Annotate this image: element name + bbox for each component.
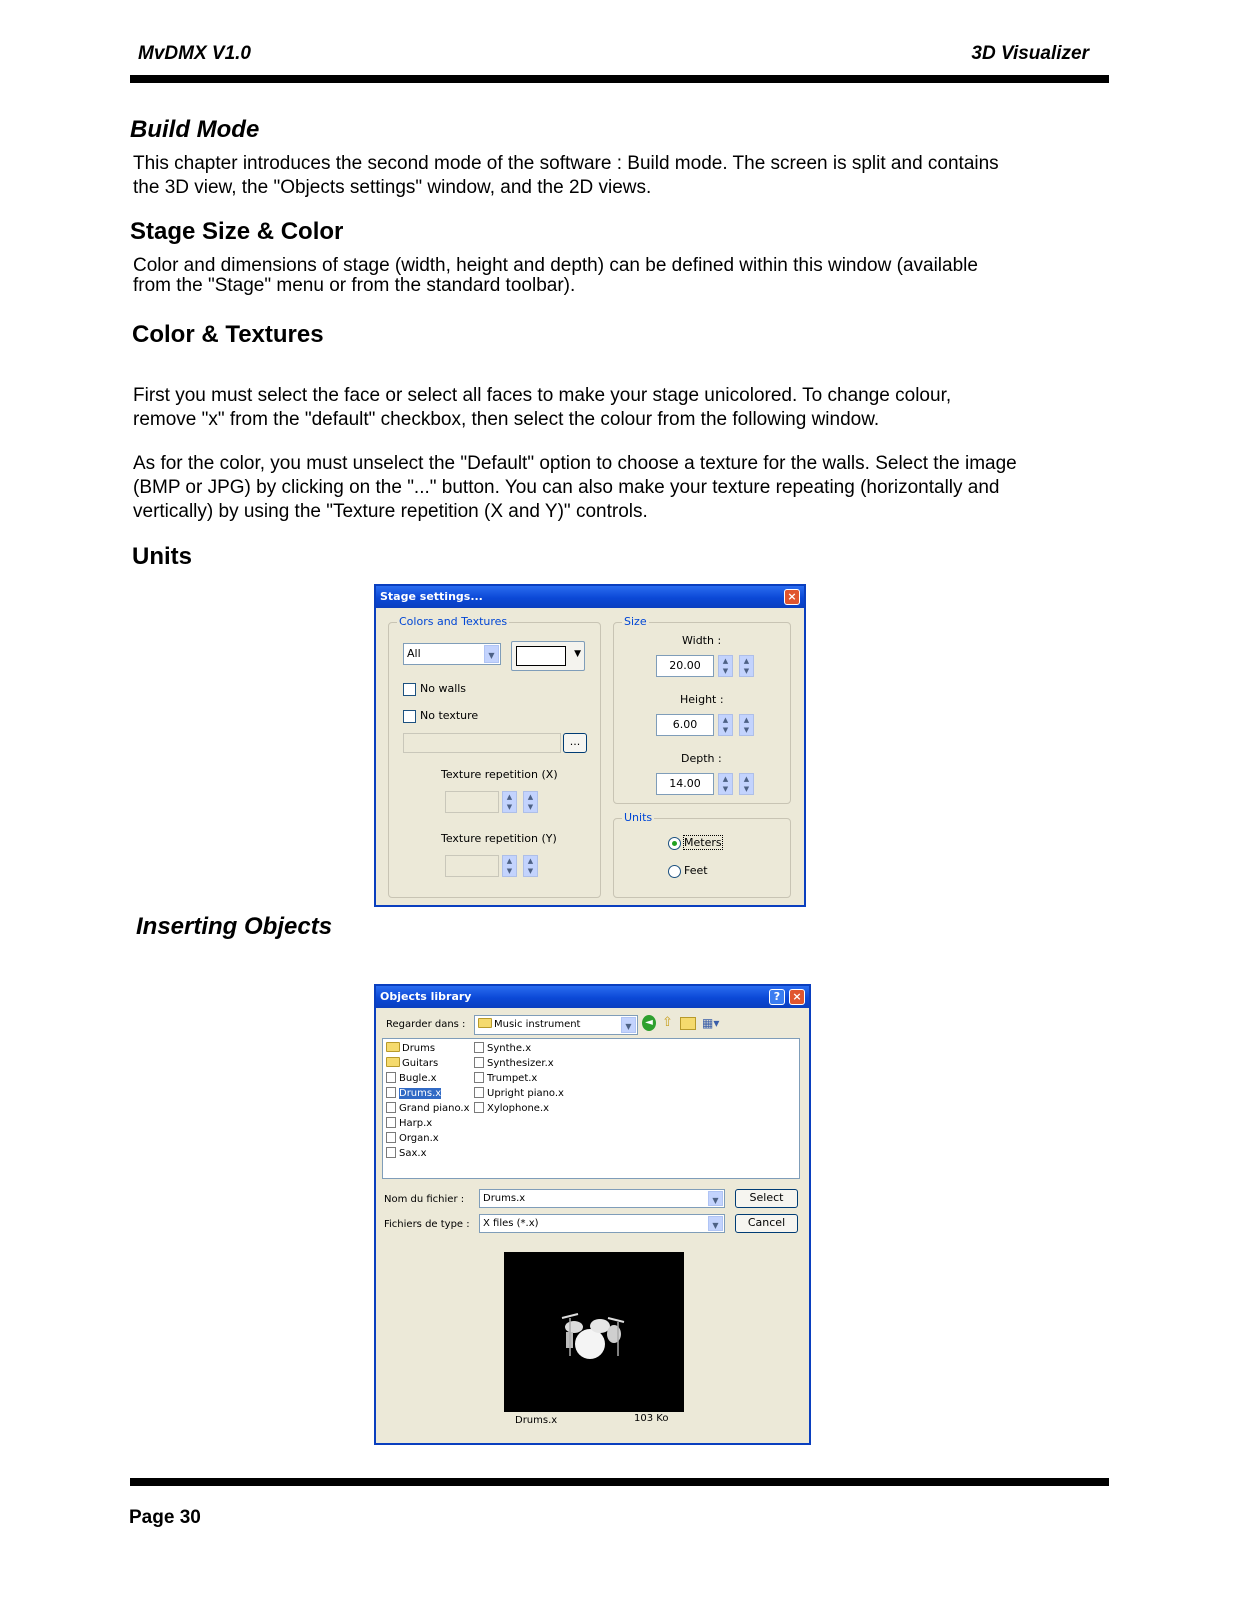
- file-icon: [474, 1057, 484, 1068]
- file-icon: [386, 1117, 396, 1128]
- list-item-label: Xylophone.x: [487, 1103, 550, 1114]
- look-in-select[interactable]: Music instrument ▼: [474, 1015, 638, 1035]
- look-in-label: Regarder dans :: [386, 1019, 466, 1030]
- heading-build-mode: Build Mode: [130, 116, 260, 143]
- feet-label: Feet: [684, 864, 708, 877]
- file-icon: [386, 1147, 396, 1158]
- object-preview: [504, 1252, 684, 1412]
- build-mode-paragraph: This chapter introduces the second mode of the software : Build mode. The screen is split and contains the 3D view, the "Objects settings" window, and the 2D views.: [133, 153, 999, 198]
- objects-library-dialog: [374, 984, 811, 1445]
- no-texture-checkbox[interactable]: [403, 710, 416, 723]
- color-swatch: [516, 646, 566, 666]
- list-item[interactable]: [386, 1132, 469, 1147]
- drum-kit-image: [504, 1252, 684, 1412]
- list-item[interactable]: [474, 1042, 564, 1057]
- units-group-label: Units: [624, 811, 653, 824]
- stage-settings-dialog: [374, 584, 806, 907]
- feet-radio[interactable]: [668, 865, 681, 878]
- list-item[interactable]: [386, 1042, 469, 1057]
- back-icon[interactable]: ◄: [642, 1015, 656, 1031]
- close-icon[interactable]: ×: [789, 989, 805, 1005]
- depth-input[interactable]: 14.00: [656, 773, 714, 795]
- texture-x-input[interactable]: [445, 791, 499, 813]
- face-select[interactable]: All ▼: [403, 643, 501, 665]
- objects-dialog-titlebar[interactable]: [376, 986, 809, 1008]
- list-item-label: Bugle.x: [399, 1073, 437, 1084]
- stage-size-paragraph: Color and dimensions of stage (width, height and depth) can be defined within this window (available from the "Stage" menu or from the standard toolbar).: [133, 255, 978, 296]
- header-rule: [130, 75, 1109, 83]
- width-label: Width :: [682, 634, 722, 647]
- list-item-label: Trumpet.x: [487, 1073, 538, 1084]
- list-item[interactable]: [474, 1057, 564, 1072]
- width-input[interactable]: 20.00: [656, 655, 714, 677]
- texture-y-spin-right[interactable]: ▲ ▼: [523, 855, 538, 877]
- filename-label: Nom du fichier :: [384, 1194, 465, 1205]
- texture-y-input[interactable]: [445, 855, 499, 877]
- heading-stage-size: Stage Size & Color: [130, 218, 344, 245]
- height-label: Height :: [680, 693, 724, 706]
- new-folder-icon[interactable]: [680, 1017, 696, 1030]
- units-group: [613, 811, 791, 898]
- filename-input[interactable]: Drums.x ▼: [479, 1189, 725, 1208]
- file-icon: [386, 1087, 396, 1098]
- list-item[interactable]: [386, 1147, 469, 1162]
- colors-group-label: Colors and Textures: [399, 615, 508, 628]
- texture-path-input[interactable]: [403, 733, 561, 753]
- chevron-down-icon: ▼: [574, 649, 581, 659]
- height-spin-left[interactable]: ▲ ▼: [718, 714, 733, 736]
- size-group: [613, 615, 791, 804]
- texture-x-spin-left[interactable]: ▲ ▼: [502, 791, 517, 813]
- file-icon: [474, 1072, 484, 1083]
- file-icon: [386, 1132, 396, 1143]
- list-item[interactable]: [386, 1102, 469, 1117]
- heading-units: Units: [132, 543, 192, 570]
- list-item-label: Grand piano.x: [399, 1103, 470, 1114]
- chevron-down-icon[interactable]: ▼: [708, 1216, 723, 1231]
- height-input[interactable]: 6.00: [656, 714, 714, 736]
- preview-filesize: 103 Ko: [634, 1413, 669, 1424]
- list-item[interactable]: [386, 1072, 469, 1087]
- list-item[interactable]: [474, 1102, 564, 1117]
- height-spin-right[interactable]: ▲ ▼: [739, 714, 754, 736]
- depth-label: Depth :: [681, 752, 722, 765]
- width-spin-left[interactable]: ▲ ▼: [718, 655, 733, 677]
- browse-button[interactable]: ...: [563, 733, 587, 753]
- folder-icon: [386, 1042, 400, 1052]
- heading-inserting-objects: Inserting Objects: [136, 913, 333, 940]
- page-number: Page 30: [129, 1507, 201, 1528]
- objects-dialog-title: Objects library: [380, 990, 472, 1003]
- file-icon: [386, 1102, 396, 1113]
- texture-y-label: Texture repetition (Y): [441, 832, 557, 845]
- no-texture-label: No texture: [420, 709, 479, 722]
- no-walls-checkbox[interactable]: [403, 683, 416, 696]
- texture-x-label: Texture repetition (X): [441, 768, 558, 781]
- file-icon: [474, 1102, 484, 1113]
- footer-rule: [130, 1478, 1109, 1486]
- file-icon: [474, 1042, 484, 1053]
- list-item[interactable]: [386, 1057, 469, 1072]
- chevron-down-icon[interactable]: ▼: [621, 1017, 636, 1033]
- up-folder-icon[interactable]: ⇧: [662, 1015, 673, 1030]
- file-list[interactable]: [382, 1038, 800, 1179]
- chevron-down-icon[interactable]: ▼: [708, 1191, 723, 1206]
- colors-textures-group: [388, 615, 601, 898]
- list-item-label: Drums: [402, 1043, 436, 1054]
- filetype-select[interactable]: X files (*.x) ▼: [479, 1214, 725, 1233]
- color-paragraph-2: As for the color, you must unselect the "Default" option to choose a texture for the walls. Select the image (BMP or JPG) by clicking on the "..." button. You can also make your texture repeating (horizontally and vertically) by using the "Texture repetition (X and Y)" controls.: [133, 453, 1017, 522]
- list-item[interactable]: [474, 1072, 564, 1087]
- close-icon[interactable]: ×: [784, 589, 800, 605]
- list-item[interactable]: [474, 1087, 564, 1102]
- view-menu-icon[interactable]: ▦▾: [702, 1016, 720, 1030]
- list-item-label: Sax.x: [399, 1148, 427, 1159]
- list-item[interactable]: [386, 1087, 469, 1102]
- list-item-label: Harp.x: [399, 1118, 433, 1129]
- preview-filename: Drums.x: [515, 1415, 558, 1426]
- texture-x-spin-right[interactable]: ▲ ▼: [523, 791, 538, 813]
- list-item-label: Guitars: [402, 1058, 439, 1069]
- depth-spin-left[interactable]: ▲ ▼: [718, 773, 733, 795]
- help-icon[interactable]: ?: [769, 989, 785, 1005]
- color-picker-button[interactable]: [511, 641, 585, 671]
- no-walls-label: No walls: [420, 682, 467, 695]
- file-icon: [386, 1072, 396, 1083]
- list-item-label: Synthesizer.x: [487, 1058, 554, 1069]
- size-group-label: Size: [624, 615, 647, 628]
- stage-dialog-title: Stage settings...: [380, 590, 483, 603]
- list-item-label: Upright piano.x: [487, 1088, 564, 1099]
- depth-spin-right[interactable]: ▲ ▼: [739, 773, 754, 795]
- texture-y-spin-left[interactable]: ▲ ▼: [502, 855, 517, 877]
- cancel-button[interactable]: Cancel: [735, 1214, 798, 1233]
- meters-radio[interactable]: [668, 837, 681, 850]
- header-doc-title: MvDMX V1.0: [138, 43, 251, 64]
- list-item[interactable]: [386, 1117, 469, 1132]
- list-item-label: Synthe.x: [487, 1043, 532, 1054]
- color-paragraph-1: First you must select the face or select all faces to make your stage unicolored. To change colour, remove "x" from the "default" checkbox, then select the colour from the following window.: [133, 385, 952, 430]
- width-spin-right[interactable]: ▲ ▼: [739, 655, 754, 677]
- meters-label: Meters: [684, 836, 722, 849]
- list-item-label: Drums.x: [399, 1088, 442, 1099]
- heading-color-textures: Color & Textures: [132, 321, 324, 348]
- filetype-label: Fichiers de type :: [384, 1219, 470, 1230]
- header-section-title: 3D Visualizer: [971, 43, 1089, 64]
- file-icon: [474, 1087, 484, 1098]
- chevron-down-icon[interactable]: ▼: [484, 645, 499, 663]
- list-item-label: Organ.x: [399, 1133, 439, 1144]
- folder-icon: [386, 1057, 400, 1067]
- select-button[interactable]: Select: [735, 1189, 798, 1208]
- stage-dialog-titlebar[interactable]: [376, 586, 804, 608]
